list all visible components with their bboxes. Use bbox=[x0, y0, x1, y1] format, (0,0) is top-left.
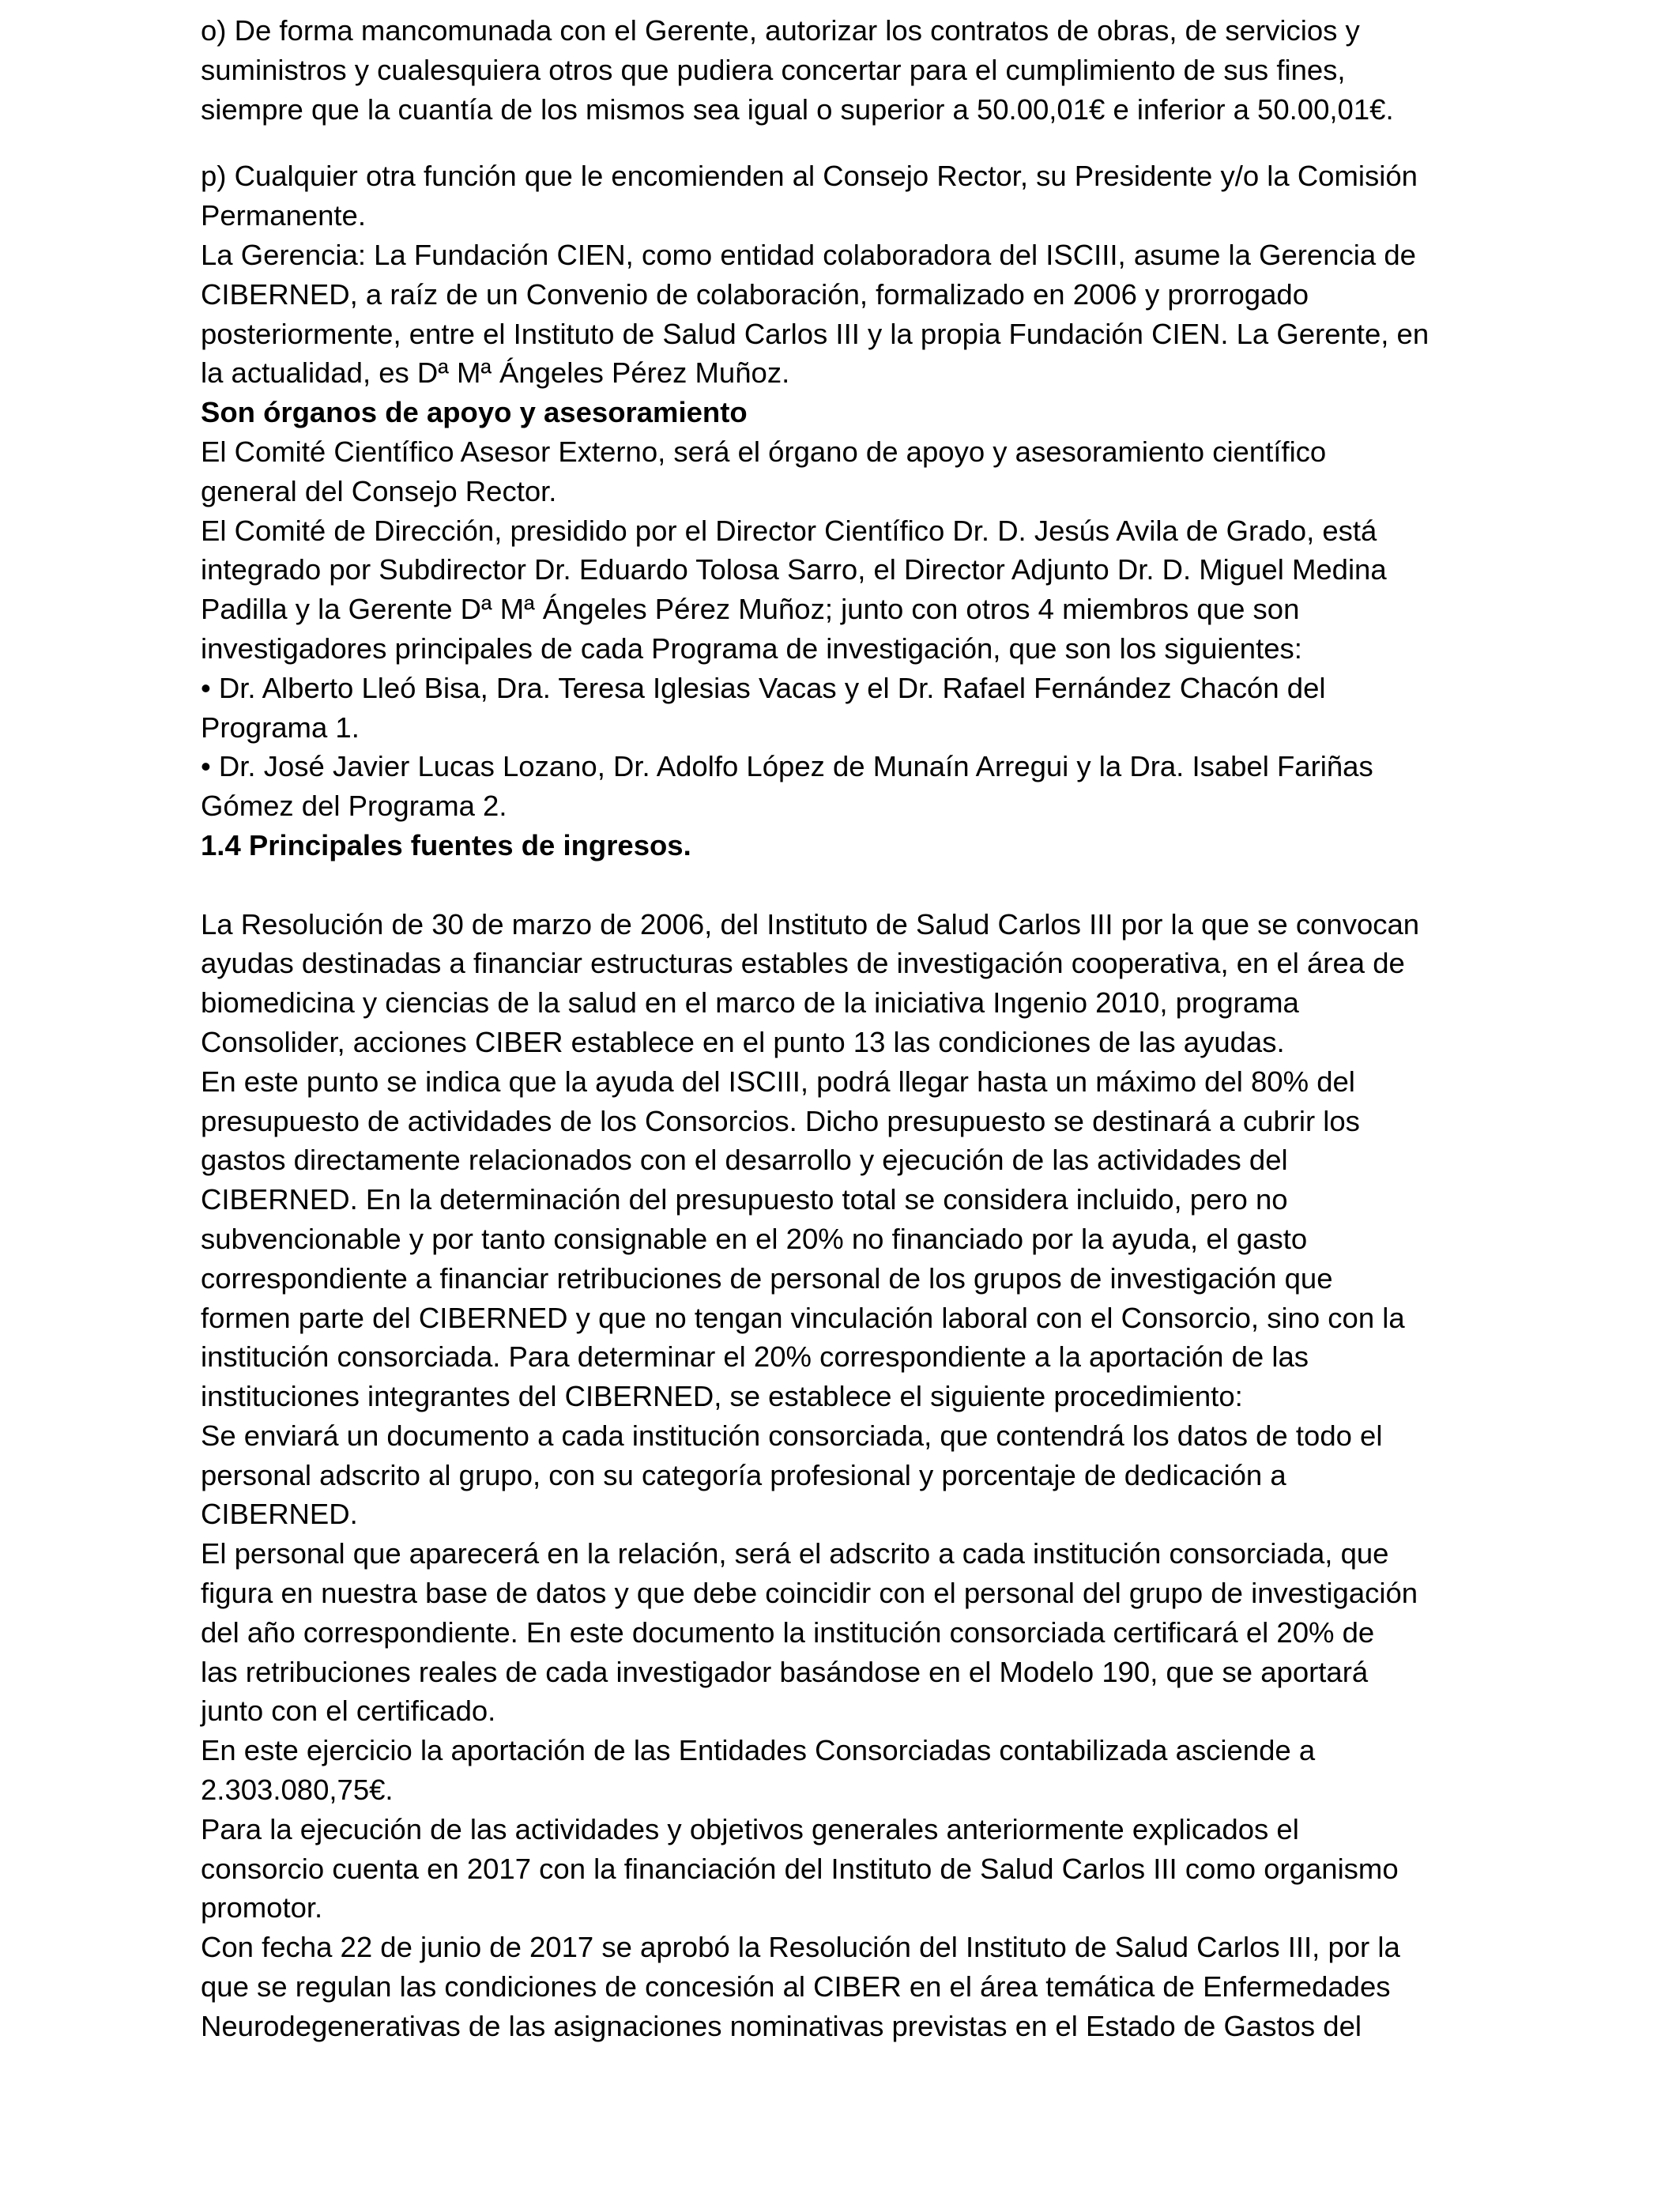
text-line: suministros y cualesquiera otros que pudiera concertar para el cumplimiento de sus fines, bbox=[201, 53, 1346, 86]
heading-text: 1.4 Principales fuentes de ingresos. bbox=[201, 828, 691, 861]
bullet-programa-1 bbox=[201, 669, 1497, 748]
text-line: El Comité Científico Asesor Externo, será el órgano de apoyo y asesoramiento científico bbox=[201, 435, 1327, 468]
text-line: Neurodegenerativas de las asignaciones nominativas previstas en el Estado de Gastos del bbox=[201, 2009, 1362, 2042]
text-line: personal adscrito al grupo, con su categoría profesional y porcentaje de dedicación a bbox=[201, 1458, 1286, 1491]
text-line: investigadores principales de cada Programa de investigación, que son los siguientes: bbox=[201, 631, 1302, 665]
text-line: o) De forma mancomunada con el Gerente, autorizar los contratos de obras, de servicios y bbox=[201, 14, 1360, 47]
text-line: p) Cualquier otra función que le encomienden al Consejo Rector, su Presidente y/o la Comisión bbox=[201, 160, 1418, 193]
heading-organos-apoyo bbox=[201, 393, 1497, 432]
text-line: instituciones integrantes del CIBERNED, se establece el siguiente procedimiento: bbox=[201, 1380, 1243, 1413]
paragraph-gerencia bbox=[201, 236, 1497, 393]
text-line: • Dr. Alberto Lleó Bisa, Dra. Teresa Iglesias Vacas y el Dr. Rafael Fernández Chacón del bbox=[201, 671, 1326, 704]
text-line: El Comité de Dirección, presidido por el Director Científico Dr. D. Jesús Avila de Grado, está bbox=[201, 514, 1377, 547]
paragraph-comite-direccion bbox=[201, 511, 1497, 669]
heading-text: Son órganos de apoyo y asesoramiento bbox=[201, 396, 748, 429]
text-line: biomedicina y ciencias de la salud en el marco de la iniciativa Ingenio 2010, programa bbox=[201, 986, 1299, 1020]
text-line: Con fecha 22 de junio de 2017 se aprobó la Resolución del Instituto de Salud Carlos III, por la bbox=[201, 1931, 1400, 1964]
text-line: La Resolución de 30 de marzo de 2006, del Instituto de Salud Carlos III por la que se convocan bbox=[201, 907, 1420, 941]
paragraph-item-o bbox=[201, 11, 1497, 129]
text-line: El personal que aparecerá en la relación, será el adscrito a cada institución consorciada, que bbox=[201, 1537, 1389, 1570]
text-line: Para la ejecución de las actividades y objetivos generales anteriormente explicados el bbox=[201, 1812, 1299, 1845]
text-line: institución consorciada. Para determinar el 20% correspondiente a la aportación de las bbox=[201, 1340, 1309, 1374]
text-line: Programa 1. bbox=[201, 711, 360, 744]
text-line: Padilla y la Gerente Dª Mª Ángeles Pérez Muñoz; junto con otros 4 miembros que son bbox=[201, 593, 1300, 626]
text-line: La Gerencia: La Fundación CIEN, como entidad colaboradora del ISCIII, asume la Gerencia de bbox=[201, 238, 1416, 271]
paragraph-ejecucion bbox=[201, 1810, 1497, 1928]
heading-fuentes-ingresos bbox=[201, 826, 1497, 865]
paragraph-punto bbox=[201, 1062, 1497, 1416]
text-line: formen parte del CIBERNED y que no tengan vinculación laboral con el Consorcio, sino con la bbox=[201, 1301, 1405, 1334]
paragraph-fecha bbox=[201, 1928, 1497, 2045]
text-line: CIBERNED. bbox=[201, 1498, 358, 1531]
text-line: gastos directamente relacionados con el desarrollo y ejecución de las actividades del bbox=[201, 1144, 1288, 1177]
text-line: Permanente. bbox=[201, 199, 366, 232]
text-line: En este punto se indica que la ayuda del ISCIII, podrá llegar hasta un máximo del 80% del bbox=[201, 1065, 1355, 1098]
bullet-programa-2 bbox=[201, 747, 1497, 826]
text-line: consorcio cuenta en 2017 con la financiación del Instituto de Salud Carlos III como organismo bbox=[201, 1852, 1399, 1885]
text-line: Se enviará un documento a cada institución consorciada, que contendrá los datos de todo el bbox=[201, 1419, 1383, 1452]
text-line: las retribuciones reales de cada investigador basándose en el Modelo 190, que se aportará bbox=[201, 1655, 1369, 1688]
text-line: siempre que la cuantía de los mismos sea igual o superior a 50.00,01€ e inferior a 50.00,01€. bbox=[201, 92, 1394, 126]
paragraph-comite-cientifico bbox=[201, 432, 1497, 511]
text-line: del año correspondiente. En este documento la institución consorciada certificará el 20% de bbox=[201, 1615, 1375, 1649]
text-line: 2.303.080,75€. bbox=[201, 1774, 394, 1807]
blank-line bbox=[201, 865, 1497, 905]
text-line: la actualidad, es Dª Mª Ángeles Pérez Muñoz. bbox=[201, 356, 790, 390]
paragraph-item-p bbox=[201, 156, 1497, 236]
text-line: Consolider, acciones CIBER establece en el punto 13 las condiciones de las ayudas. bbox=[201, 1025, 1285, 1058]
text-line: CIBERNED, a raíz de un Convenio de colaboración, formalizado en 2006 y prorrogado bbox=[201, 277, 1309, 311]
paragraph-ejercicio bbox=[201, 1731, 1497, 1810]
text-line: que se regulan las condiciones de concesión al CIBER en el área temática de Enfermedades bbox=[201, 1970, 1391, 2004]
text-line: CIBERNED. En la determinación del presupuesto total se considera incluido, pero no bbox=[201, 1183, 1288, 1216]
text-line: promotor. bbox=[201, 1891, 323, 1924]
text-line: posteriormente, entre el Instituto de Salud Carlos III y la propia Fundación CIEN. La Gerente, en bbox=[201, 317, 1430, 350]
paragraph-personal bbox=[201, 1534, 1497, 1731]
text-line: figura en nuestra base de datos y que debe coincidir con el personal del grupo de investigación bbox=[201, 1577, 1418, 1610]
text-line: integrado por Subdirector Dr. Eduardo Tolosa Sarro, el Director Adjunto Dr. D. Miguel Medina bbox=[201, 553, 1387, 586]
text-line: En este ejercicio la aportación de las Entidades Consorciadas contabilizada asciende a bbox=[201, 1734, 1316, 1767]
text-line: Gómez del Programa 2. bbox=[201, 790, 507, 823]
paragraph-resolucion bbox=[201, 905, 1497, 1062]
text-line: ayudas destinadas a financiar estructuras estables de investigación cooperativa, en el área de bbox=[201, 947, 1405, 980]
text-line: • Dr. José Javier Lucas Lozano, Dr. Adolfo López de Munaín Arregui y la Dra. Isabel Fariñas bbox=[201, 750, 1373, 783]
text-line: junto con el certificado. bbox=[201, 1695, 496, 1728]
paragraph-documento bbox=[201, 1416, 1497, 1534]
text-line: subvencionable y por tanto consignable en el 20% no financiado por la ayuda, el gasto bbox=[201, 1222, 1308, 1255]
text-line: correspondiente a financiar retribuciones de personal de los grupos de investigación que bbox=[201, 1261, 1333, 1295]
text-line: general del Consejo Rector. bbox=[201, 474, 557, 507]
document-page bbox=[201, 11, 1497, 2046]
text-line: presupuesto de actividades de los Consorcios. Dicho presupuesto se destinará a cubrir los bbox=[201, 1104, 1360, 1137]
